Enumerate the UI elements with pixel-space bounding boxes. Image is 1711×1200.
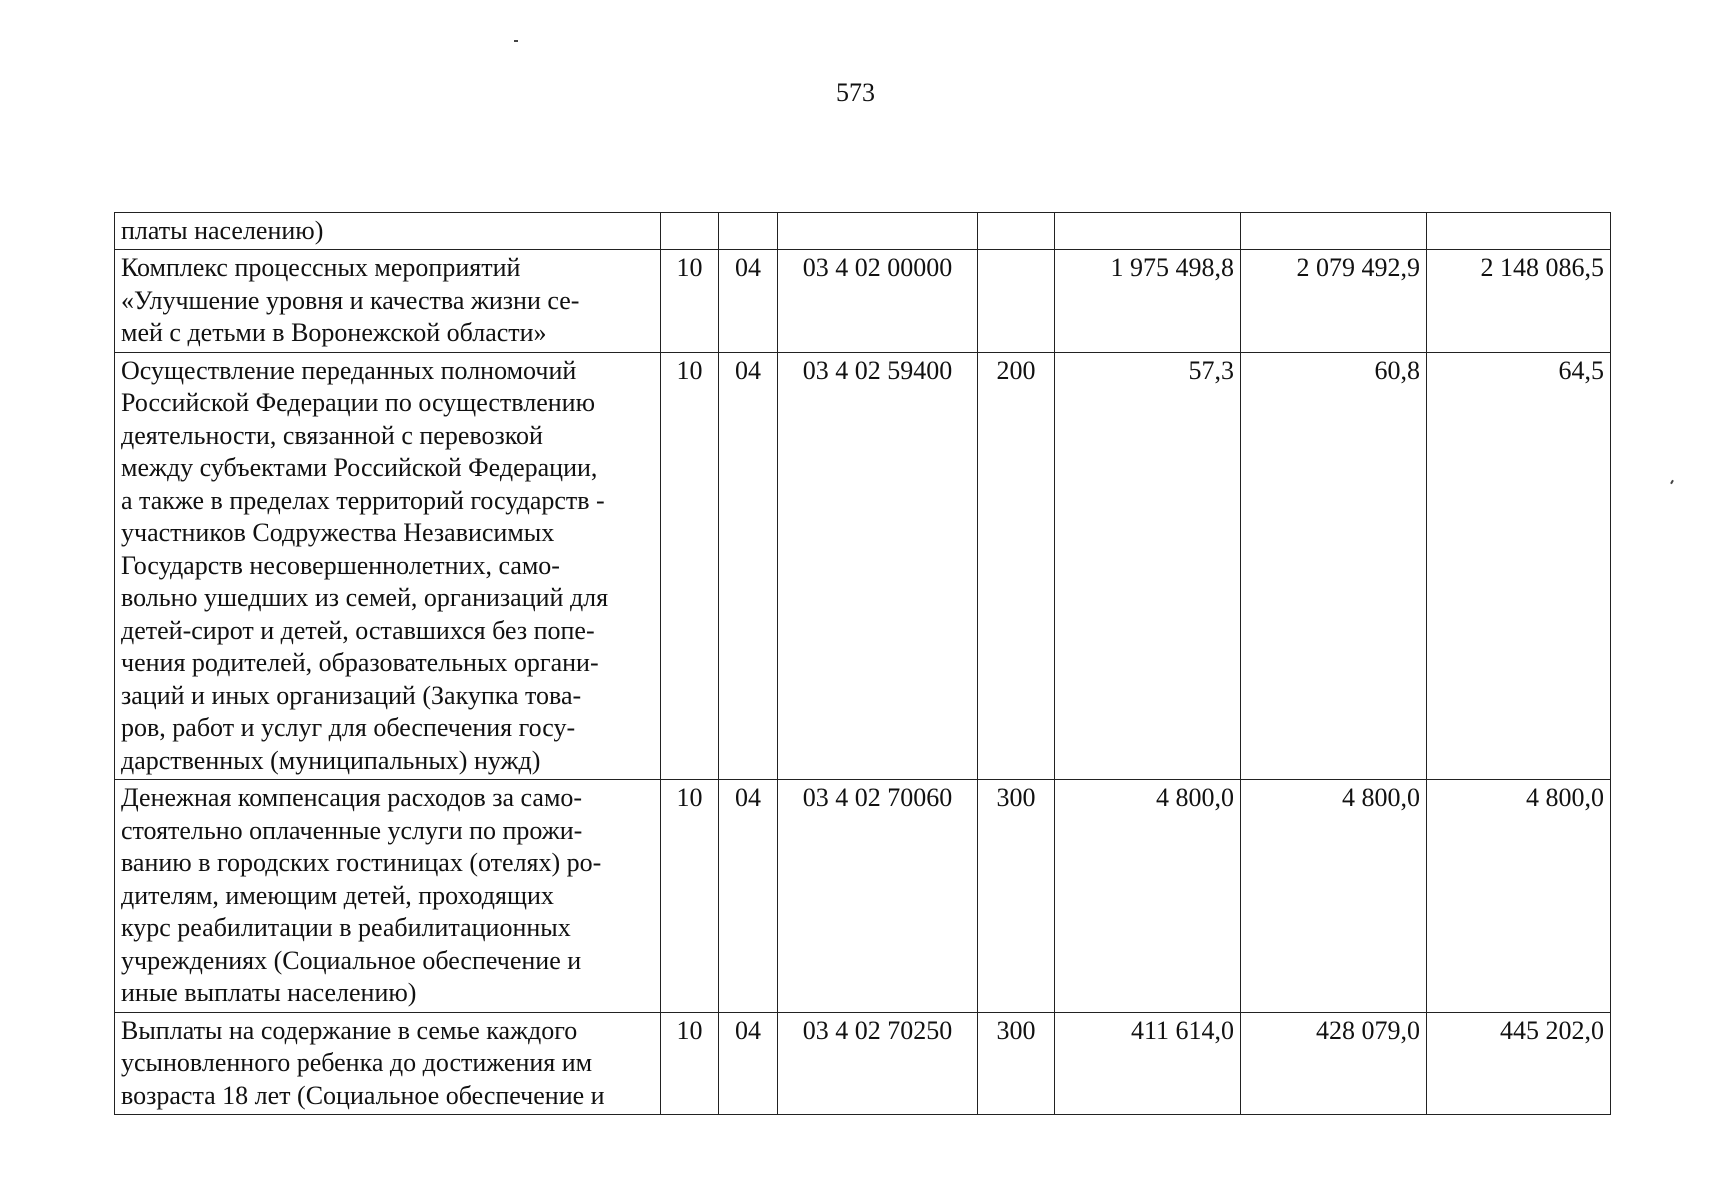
row-name-line: мей с детьми в Воронежской области» [121, 318, 547, 347]
amount-year2-cell [1241, 213, 1427, 250]
target-article-cell [778, 213, 978, 250]
row-name-line: Осуществление переданных полномочий [121, 355, 577, 385]
section-code-cell: 10 [661, 352, 719, 780]
table-row [115, 1012, 1611, 1115]
row-name-line: вольно ушедших из семей, организаций для [121, 583, 609, 612]
row-name-line: участников Содружества Независимых [121, 518, 555, 547]
row-name-line: иные выплаты населению) [121, 978, 417, 1007]
target-article-cell: 03 4 02 59400 [778, 352, 978, 780]
row-name-line: а также в пределах территорий государств - [121, 485, 605, 515]
subsection-code-cell: 04 [719, 352, 778, 780]
row-name-line: возраста 18 лет (Социальное обеспечение и [121, 1080, 605, 1110]
row-name-line: платы населению) [121, 216, 324, 245]
scan-speck [1670, 480, 1674, 484]
subsection-code-cell: 04 [719, 1012, 778, 1115]
row-name-line: курс реабилитации в реабилитационных [121, 913, 571, 942]
row-name-line: между субъектами Российской Федерации, [121, 453, 598, 482]
table-body [115, 213, 1611, 1115]
row-name-line: дителям, имеющим детей, проходящих [121, 880, 554, 910]
row-name-line: Государств несовершеннолетних, само- [121, 550, 560, 580]
amount-year3-cell: 4 800,0 [1427, 780, 1611, 1013]
section-code-cell [661, 213, 719, 250]
row-name-line: Российской Федерации по осуществлению [121, 388, 595, 417]
row-name-cell [115, 250, 661, 353]
row-name-cell [115, 213, 661, 250]
row-name-line: усыновленного ребенка до достижения им [121, 1048, 593, 1077]
row-name-line: ванию в городских гостиницах (отелях) ро- [121, 848, 602, 877]
amount-year3-cell [1427, 213, 1611, 250]
row-name-line: Денежная компенсация расходов за само- [121, 783, 583, 812]
amount-year1-cell: 57,3 [1055, 352, 1241, 780]
budget-table [114, 212, 1611, 1115]
page-number: 573 [836, 78, 875, 107]
amount-year1-cell [1055, 213, 1241, 250]
target-article-cell: 03 4 02 70060 [778, 780, 978, 1013]
row-name-line: Выплаты на содержание в семье каждого [121, 1015, 578, 1045]
expense-type-cell: 300 [978, 1012, 1055, 1115]
amount-year2-cell: 2 079 492,9 [1241, 250, 1427, 353]
row-name-line: чения родителей, образовательных органи- [121, 648, 599, 677]
section-code-cell: 10 [661, 780, 719, 1013]
row-name-line: заций и иных организаций (Закупка това- [121, 680, 582, 710]
row-name-line: детей-сирот и детей, оставшихся без попе- [121, 615, 595, 645]
row-name-line: стоятельно оплаченные услуги по прожи- [121, 815, 583, 845]
expense-type-cell [978, 213, 1055, 250]
subsection-code-cell: 04 [719, 780, 778, 1013]
table-row [115, 250, 1611, 353]
row-name-cell [115, 1012, 661, 1115]
expense-type-cell: 200 [978, 352, 1055, 780]
target-article-cell: 03 4 02 70250 [778, 1012, 978, 1115]
subsection-code-cell [719, 213, 778, 250]
row-name-cell [115, 352, 661, 780]
row-name-line: деятельности, связанной с перевозкой [121, 420, 543, 450]
amount-year1-cell: 1 975 498,8 [1055, 250, 1241, 353]
row-name-line: учреждениях (Социальное обеспечение и [121, 945, 582, 975]
expense-type-cell [978, 250, 1055, 353]
table-row [115, 352, 1611, 780]
section-code-cell: 10 [661, 250, 719, 353]
target-article-cell: 03 4 02 00000 [778, 250, 978, 353]
amount-year3-cell: 2 148 086,5 [1427, 250, 1611, 353]
amount-year1-cell: 411 614,0 [1055, 1012, 1241, 1115]
expense-type-cell: 300 [978, 780, 1055, 1013]
table-row [115, 213, 1611, 250]
table-row [115, 780, 1611, 1013]
row-name-line: ров, работ и услуг для обеспечения госу- [121, 713, 576, 742]
row-name-line: «Улучшение уровня и качества жизни се- [121, 285, 580, 315]
amount-year2-cell: 60,8 [1241, 352, 1427, 780]
subsection-code-cell: 04 [719, 250, 778, 353]
row-name-line: Комплекс процессных мероприятий [121, 253, 521, 282]
row-name-line: дарственных (муниципальных) нужд) [121, 745, 541, 775]
amount-year3-cell: 64,5 [1427, 352, 1611, 780]
amount-year1-cell: 4 800,0 [1055, 780, 1241, 1013]
amount-year2-cell: 4 800,0 [1241, 780, 1427, 1013]
section-code-cell: 10 [661, 1012, 719, 1115]
scan-speck [514, 40, 518, 42]
row-name-cell [115, 780, 661, 1013]
amount-year3-cell: 445 202,0 [1427, 1012, 1611, 1115]
amount-year2-cell: 428 079,0 [1241, 1012, 1427, 1115]
